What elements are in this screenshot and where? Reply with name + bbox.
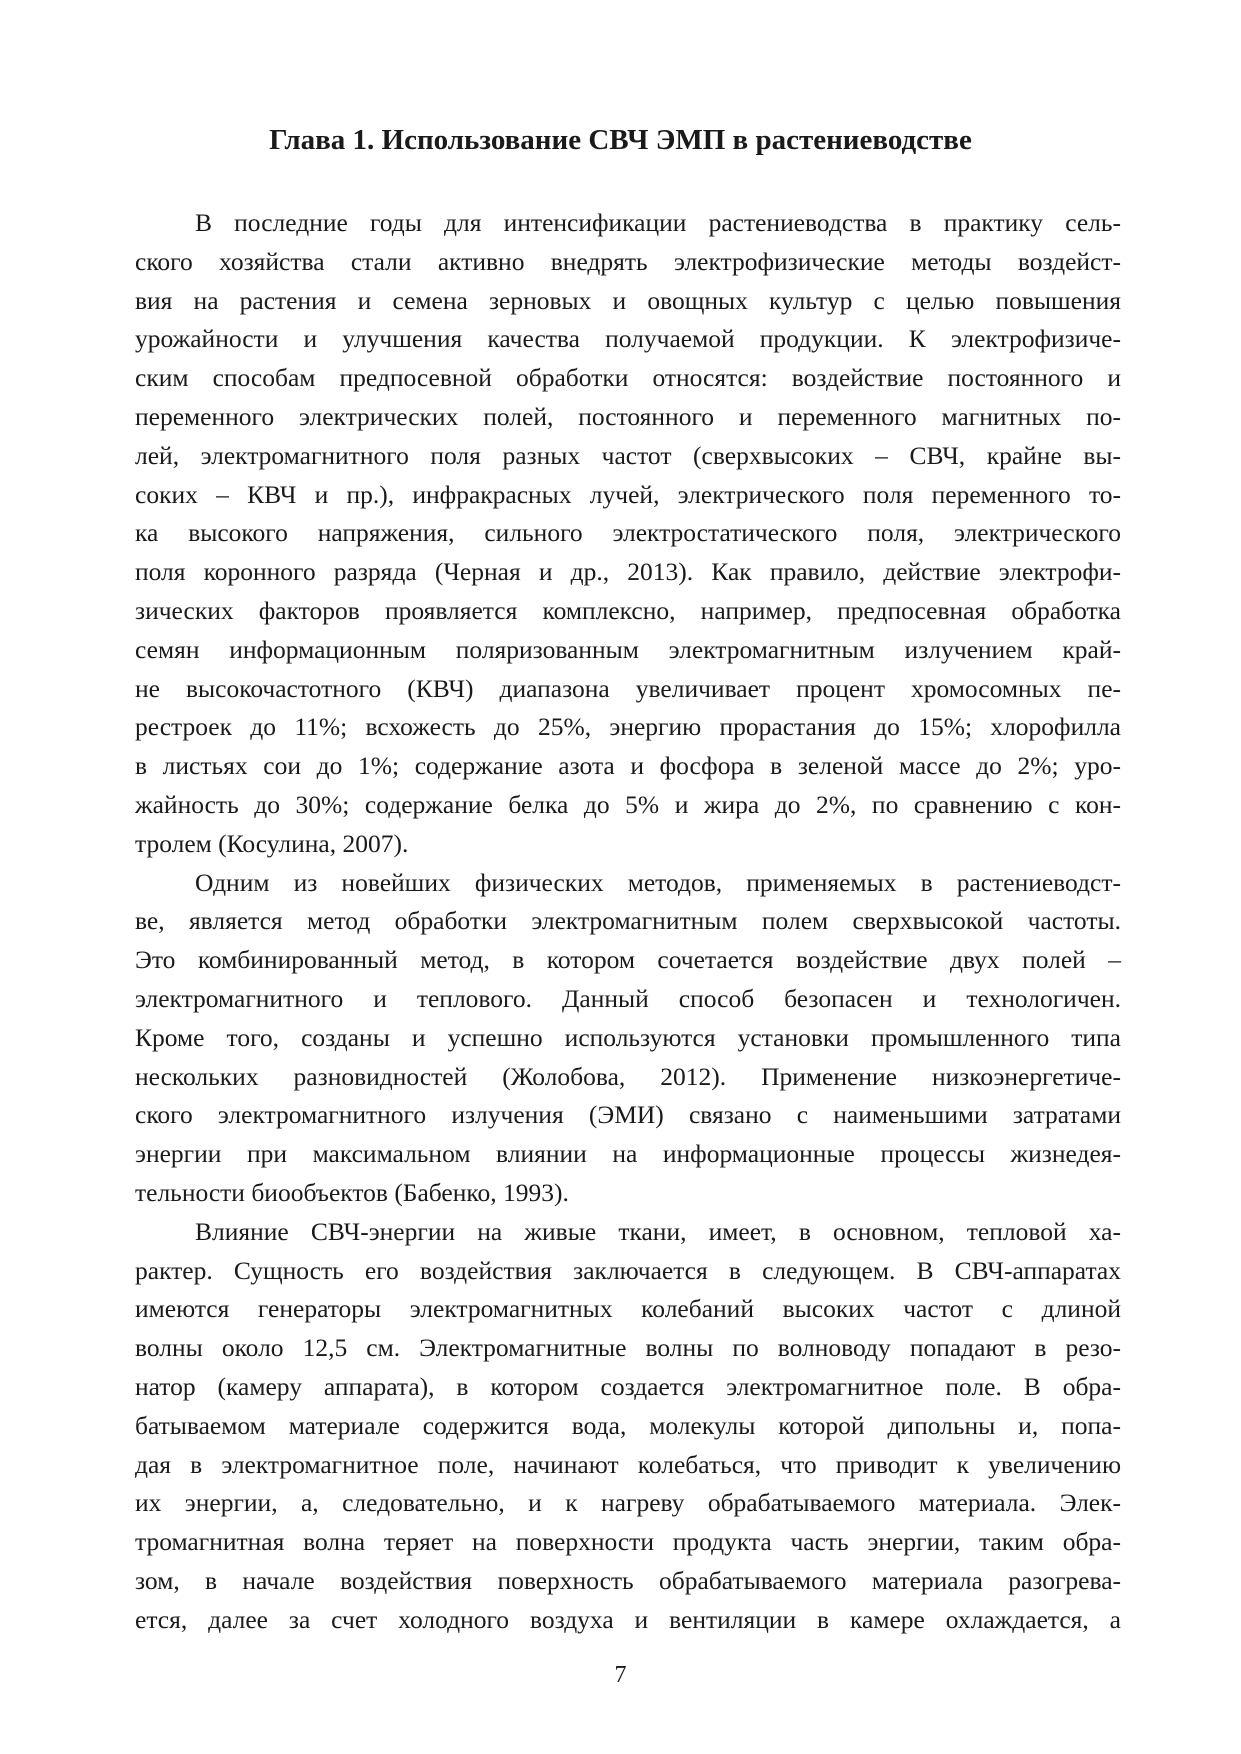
text-line: натор (камеру аппарата), в котором создается электромагнитное поле. В обра-: [135, 1371, 1121, 1401]
text-line: рактер. Сущность его воздействия заключается в следующем. В СВЧ-аппаратах: [135, 1255, 1121, 1285]
text-line: переменного электрических полей, постоянного и переменного магнитных по-: [135, 401, 1121, 431]
text-line: зом, в начале воздействия поверхность обрабатываемого материала разогрева-: [135, 1565, 1121, 1595]
text-line: тромагнитная волна теряет на поверхности продукта часть энергии, таким обра-: [135, 1527, 1121, 1557]
text-line: ве, является метод обработки электромагнитным полем сверхвысокой частоты.: [135, 906, 1121, 936]
text-line: ского хозяйства стали активно внедрять электрофизические методы воздейст-: [135, 246, 1121, 276]
text-line: дая в электромагнитное поле, начинают колебаться, что приводит к увеличению: [135, 1449, 1121, 1479]
text-line: их энергии, а, следовательно, и к нагреву обрабатываемого материала. Элек-: [135, 1488, 1121, 1518]
text-line: Одним из новейших физических методов, применяемых в растениеводст-: [195, 867, 1121, 897]
text-line: тролем (Косулина, 2007).: [135, 828, 409, 858]
text-line: Влияние СВЧ-энергии на живые ткани, имеет, в основном, тепловой ха-: [195, 1216, 1121, 1246]
text-line: батываемом материале содержится вода, молекулы которой дипольны и, попа-: [135, 1410, 1121, 1440]
text-line: нескольких разновидностей (Жолобова, 2012). Применение низкоэнергетиче-: [135, 1061, 1121, 1091]
text-line: урожайности и улучшения качества получаемой продукции. К электрофизиче-: [135, 324, 1121, 354]
text-line: лей, электромагнитного поля разных частот (сверхвысоких – СВЧ, крайне вы-: [135, 440, 1121, 470]
text-line: вия на растения и семена зерновых и овощных культур с целью повышения: [135, 285, 1121, 315]
text-line: ским способам предпосевной обработки относятся: воздействие постоянного и: [135, 363, 1121, 393]
text-line: не высокочастотного (КВЧ) диапазона увеличивает процент хромосомных пе-: [135, 673, 1121, 703]
text-line: поля коронного разряда (Черная и др., 2013). Как правило, действие электрофи-: [135, 557, 1121, 587]
text-line: Кроме того, созданы и успешно используются установки промышленного типа: [135, 1022, 1121, 1052]
text-line: В последние годы для интенсификации растениеводства в практику сель-: [195, 208, 1121, 237]
text-line: соких – КВЧ и пр.), инфракрасных лучей, электрического поля переменного то-: [135, 479, 1121, 509]
text-line: рестроек до 11%; всхожесть до 25%, энергию прорастания до 15%; хлорофилла: [135, 712, 1121, 742]
text-line: жайность до 30%; содержание белка до 5% и жира до 2%, по сравнению с кон-: [135, 789, 1121, 819]
paragraph: [135, 1213, 1121, 1640]
paragraph: [135, 204, 1121, 864]
text-line: волны около 12,5 см. Электромагнитные волны по волноводу попадают в резо-: [135, 1333, 1121, 1363]
chapter-title: Глава 1. Использование СВЧ ЭМП в растениеводстве: [269, 124, 972, 156]
body-text: [135, 204, 1121, 1639]
text-line: энергии при максимальном влиянии на информационные процессы жизнедея-: [135, 1139, 1121, 1169]
text-line: электромагнитного и теплового. Данный способ безопасен и технологичен.: [135, 983, 1121, 1013]
text-line: Это комбинированный метод, в котором сочетается воздействие двух полей –: [135, 945, 1121, 975]
text-line: ка высокого напряжения, сильного электростатического поля, электрического: [135, 518, 1121, 548]
text-line: имеются генераторы электромагнитных колебаний высоких частот с длиной: [135, 1294, 1121, 1324]
text-line: ского электромагнитного излучения (ЭМИ) связано с наименьшими затратами: [135, 1100, 1121, 1130]
text-line: тельности биообъектов (Бабенко, 1993).: [135, 1177, 569, 1207]
text-line: семян информационным поляризованным электромагнитным излучением край-: [135, 634, 1121, 664]
page-number: 7: [614, 1662, 627, 1688]
text-line: в листьях сои до 1%; содержание азота и фосфора в зеленой массе до 2%; уро-: [135, 751, 1121, 781]
paragraph: [135, 864, 1121, 1213]
text-line: зических факторов проявляется комплексно, например, предпосевная обработка: [135, 595, 1121, 625]
text-line: ется, далее за счет холодного воздуха и вентиляции в камере охлаждается, а: [135, 1604, 1121, 1634]
